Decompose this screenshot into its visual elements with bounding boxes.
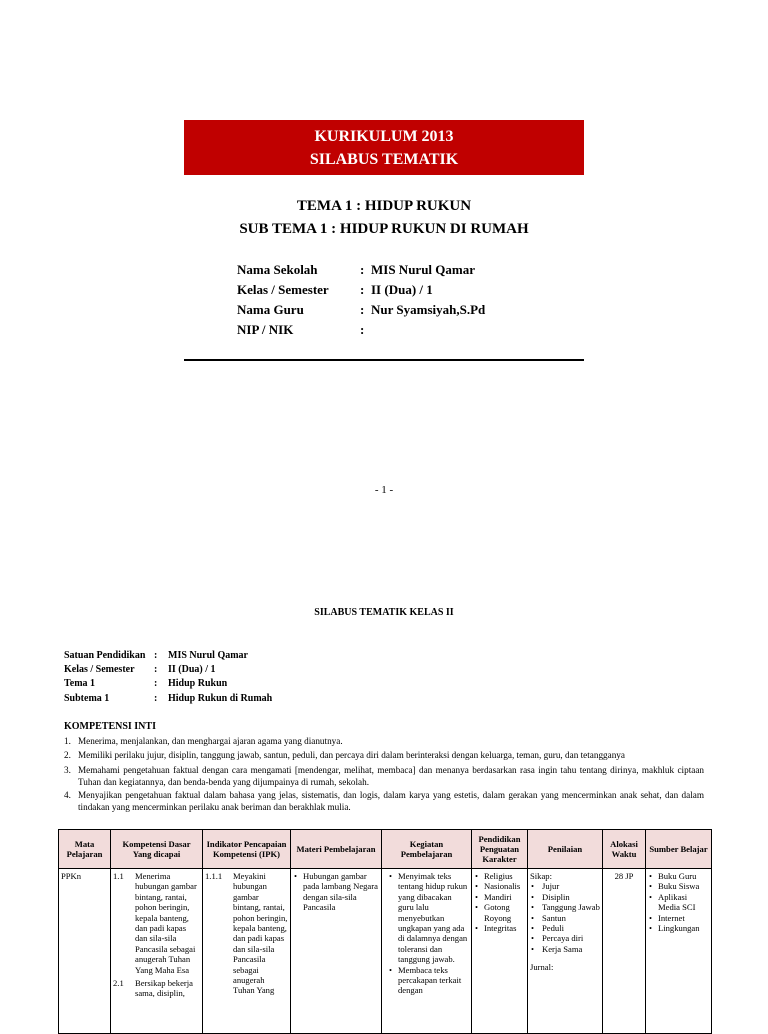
header-penilaian: Penilaian bbox=[528, 830, 603, 869]
identity-label: Kelas / Semester bbox=[237, 282, 329, 297]
cover-divider bbox=[184, 359, 584, 361]
kompetensi-inti-heading: KOMPETENSI INTI bbox=[64, 721, 156, 732]
header-indikator: Indikator Pencapaian Kompetensi (IPK) bbox=[203, 830, 291, 869]
ki-text: Memiliki perilaku jujur, disiplin, tanggung jawab, santun, peduli, dan percaya diri dalam berinteraksi dengan keluarga, teman, guru, dan tetangganya bbox=[78, 750, 625, 760]
silabus-title: SILABUS TEMATIK KELAS II bbox=[314, 607, 454, 618]
info-colon: : bbox=[154, 678, 158, 689]
penilaian-sikap-label: Sikap: bbox=[530, 871, 552, 881]
ki-item bbox=[64, 790, 704, 814]
banner-title-silabus: SILABUS TEMATIK bbox=[309, 151, 459, 168]
cell-ipk bbox=[203, 869, 291, 1034]
identity-colon: : bbox=[360, 282, 365, 297]
identity-value: MIS Nurul Qamar bbox=[371, 262, 475, 277]
info-label: Tema 1 bbox=[64, 678, 96, 689]
info-value: II (Dua) / 1 bbox=[168, 664, 216, 675]
header-materi: Materi Pembelajaran bbox=[291, 830, 382, 869]
info-label: Kelas / Semester bbox=[64, 664, 135, 675]
kd-number: 1.1 bbox=[113, 871, 124, 881]
karakter-item: • Mandiri bbox=[474, 892, 525, 902]
sumber-item: • Buku Guru bbox=[648, 871, 709, 881]
info-colon: : bbox=[154, 664, 158, 675]
cell-sumber bbox=[646, 869, 712, 1034]
info-value: Hidup Rukun di Rumah bbox=[168, 693, 273, 704]
table-header-row bbox=[59, 830, 712, 869]
materi-item: • Hubungan gambar pada lambang Negara dengan sila-sila Pancasila bbox=[293, 871, 379, 913]
header-kompetensi-dasar: Kompetensi Dasar Yang dicapai bbox=[111, 830, 203, 869]
ki-text: Menyajikan pengetahuan faktual dalam bahasa yang jelas, sistematis, dan logis, dalam karya yang estetis, dalam gerakan yang mencerminkan anak sehat, dan dalam tindakan yang mencerminkan perilaku anak beriman dan berakhlak mulia. bbox=[78, 790, 704, 812]
ki-item bbox=[64, 750, 704, 762]
sikap-item: • Disiplin bbox=[530, 892, 600, 902]
sikap-item: • Kerja Sama bbox=[530, 944, 600, 954]
cell-penilaian bbox=[528, 869, 603, 1034]
sikap-item: • Percaya diri bbox=[530, 933, 600, 943]
banner-title-kurikulum: KURIKULUM 2013 bbox=[314, 128, 454, 145]
penilaian-jurnal-label: Jurnal: bbox=[530, 962, 554, 973]
info-value: MIS Nurul Qamar bbox=[168, 650, 248, 661]
kd-item bbox=[113, 978, 200, 999]
cell-alokasi: 28 JP bbox=[603, 869, 646, 1034]
sumber-item: • Aplikasi Media SCI bbox=[648, 892, 709, 913]
identity-label: NIP / NIK bbox=[237, 322, 294, 337]
sikap-item: • Tanggung Jawab bbox=[530, 902, 600, 912]
info-value: Hidup Rukun bbox=[168, 678, 228, 689]
table-row bbox=[59, 869, 712, 1034]
ki-number: 4. bbox=[64, 790, 71, 800]
karakter-item: • Gotong Royong bbox=[474, 902, 525, 923]
cell-karakter bbox=[472, 869, 528, 1034]
info-label: Satuan Pendidikan bbox=[64, 650, 146, 661]
ki-text: Menerima, menjalankan, dan menghargai ajaran agama yang dianutnya. bbox=[78, 736, 343, 746]
kd-text: Bersikap bekerja sama, disiplin, bbox=[135, 978, 193, 999]
info-label: Subtema 1 bbox=[64, 693, 110, 704]
identity-label: Nama Guru bbox=[237, 302, 304, 317]
cell-kegiatan bbox=[382, 869, 472, 1034]
ki-number: 1. bbox=[64, 736, 71, 746]
sikap-item: • Jujur bbox=[530, 881, 600, 891]
header-karakter: Pendidikan Penguatan Karakter bbox=[472, 830, 528, 869]
sumber-item: • Buku Siswa bbox=[648, 881, 709, 891]
identity-colon: : bbox=[360, 322, 365, 337]
silabus-table bbox=[58, 829, 712, 1034]
identity-value: Nur Syamsiyah,S.Pd bbox=[371, 302, 486, 317]
cell-mapel: PPKn bbox=[59, 869, 111, 1034]
page-number: - 1 - bbox=[374, 484, 394, 496]
kegiatan-item: • Menyimak teks tentang hidup rukun yang dibacakan guru lalu menyebutkan ungkapan yang ada di dalamnya dengan toleransi dan tanggung jawab. bbox=[388, 871, 469, 965]
info-colon: : bbox=[154, 693, 158, 704]
header-sumber: Sumber Belajar bbox=[646, 830, 712, 869]
karakter-item: • Integritas bbox=[474, 923, 525, 933]
ipk-item bbox=[205, 871, 288, 996]
ipk-text: Meyakini hubungan gambar bintang, rantai, pohon beringin, kepala banteng, dan padi kapas dan sila-sila Pancasila sebagai anugerah Tuhan Yang bbox=[233, 871, 288, 996]
ki-text: Memahami pengetahuan faktual dengan cara mengamati [mendengar, melihat, membaca] dan menanya berdasarkan rasa ingin tahu tentang dirinya, makhluk ciptaan Tuhan dan kegiatannya, dan benda-benda yang dijumpainya di rumah, sekolah. bbox=[78, 765, 704, 787]
ki-item bbox=[64, 765, 704, 789]
identity-label: Nama Sekolah bbox=[237, 262, 318, 277]
kegiatan-item: • Membaca teks percakapan terkait dengan bbox=[388, 965, 469, 996]
ki-number: 2. bbox=[64, 750, 71, 760]
ki-item bbox=[64, 736, 704, 748]
ki-number: 3. bbox=[64, 765, 71, 775]
kd-item bbox=[113, 871, 200, 975]
header-kegiatan: Kegiatan Pembelajaran bbox=[382, 830, 472, 869]
karakter-item: • Nasionalis bbox=[474, 881, 525, 891]
sumber-item: • Internet bbox=[648, 913, 709, 923]
identity-value: II (Dua) / 1 bbox=[371, 282, 433, 297]
info-colon: : bbox=[154, 650, 158, 661]
header-mata-pelajaran: Mata Pelajaran bbox=[59, 830, 111, 869]
sikap-item: • Santun bbox=[530, 913, 600, 923]
ipk-number: 1.1.1 bbox=[205, 871, 223, 881]
identity-colon: : bbox=[360, 262, 365, 277]
cell-kompetensi-dasar bbox=[111, 869, 203, 1034]
sumber-item: • Lingkungan bbox=[648, 923, 709, 933]
kd-number: 2.1 bbox=[113, 978, 124, 989]
header-alokasi: Alokasi Waktu bbox=[603, 830, 646, 869]
karakter-item: • Religius bbox=[474, 871, 525, 881]
cell-materi bbox=[291, 869, 382, 1034]
identity-colon: : bbox=[360, 302, 365, 317]
cover-banner bbox=[184, 120, 584, 175]
kd-text: Menerima hubungan gambar bintang, rantai, pohon beringin, kepala banteng, dan padi kapas dan sila-sila Pancasila sebagai anugerah Tuhan Yang Maha Esa bbox=[135, 871, 197, 975]
sikap-item: • Peduli bbox=[530, 923, 600, 933]
subtema-title: SUB TEMA 1 : HIDUP RUKUN DI RUMAH bbox=[239, 221, 529, 237]
tema-title: TEMA 1 : HIDUP RUKUN bbox=[296, 198, 472, 214]
